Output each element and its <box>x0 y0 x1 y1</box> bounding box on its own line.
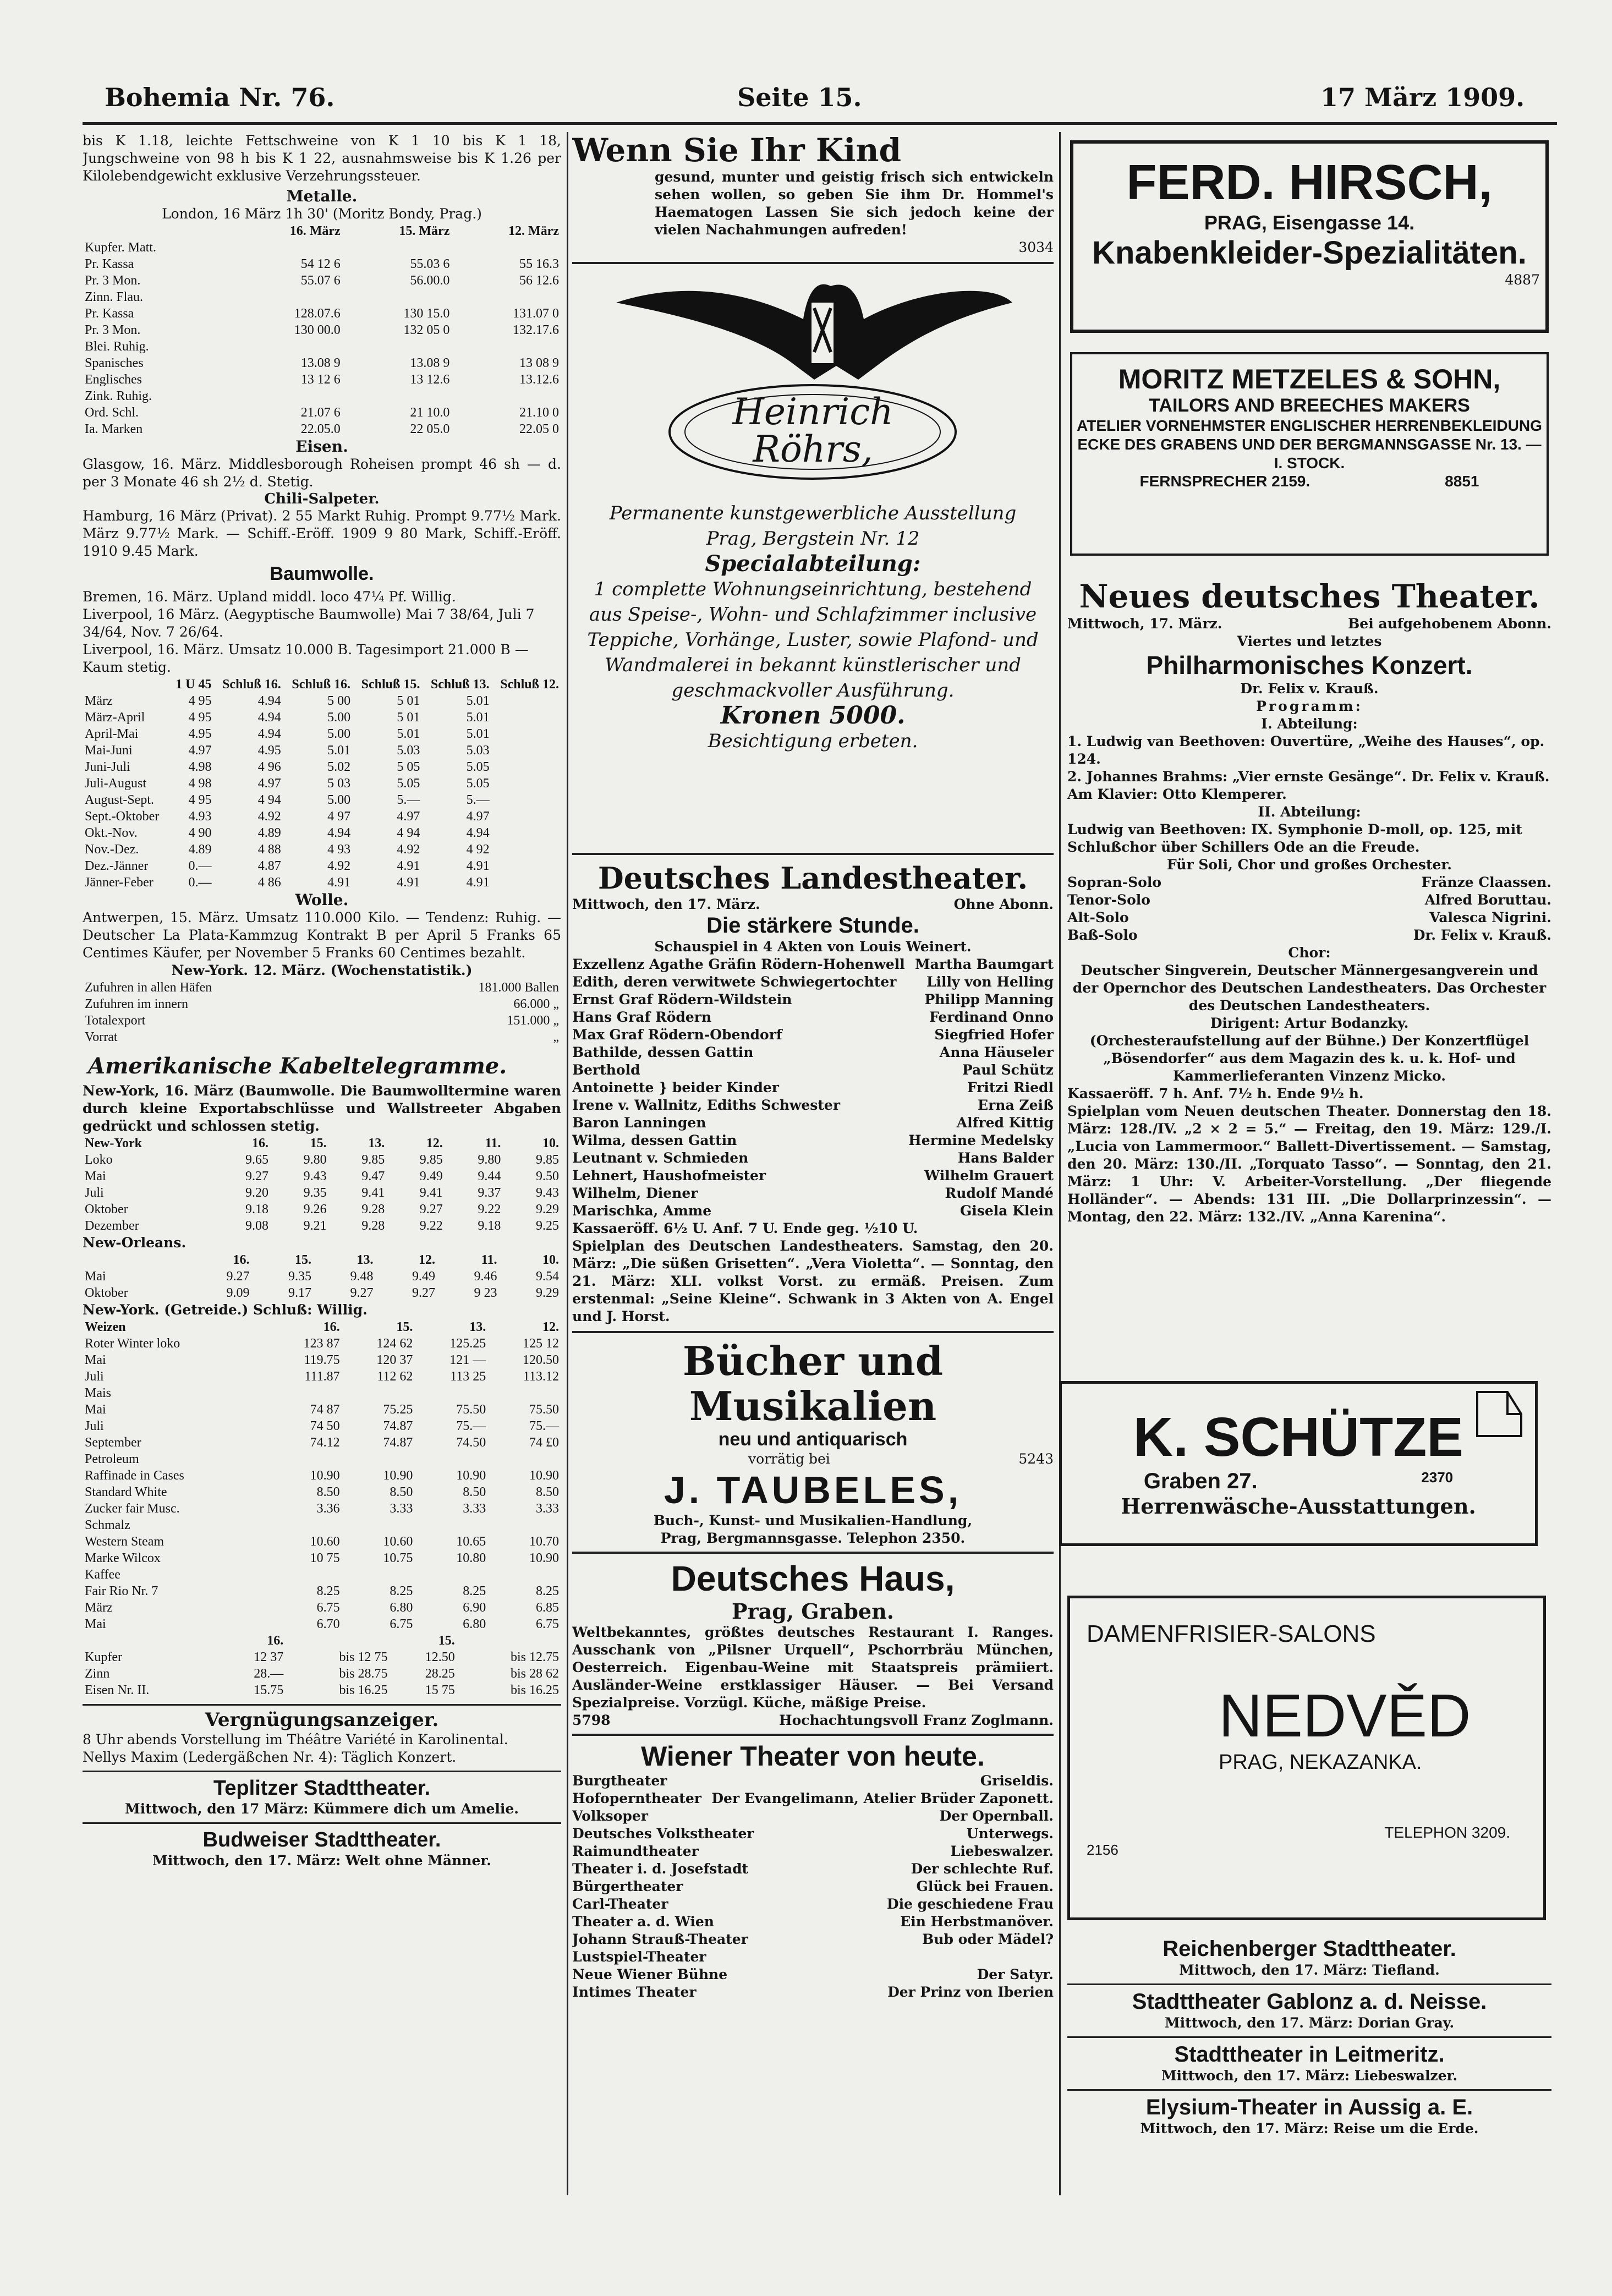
list-item: Sopran-Solo Fränze Claassen. <box>1067 874 1551 890</box>
cast-row: Edith, deren verwitwete Schwiegertochter Lilly von Helling <box>572 974 1054 990</box>
table-row: August-Sept. 4 95 4 94 5.00 5.— 5.— <box>85 793 490 807</box>
list-item: Baß-Solo Dr. Felix v. Krauß. <box>1067 927 1551 943</box>
table-row: Kaffee <box>85 1568 120 1582</box>
cast-row: Marischka, Amme Gisela Klein <box>572 1203 1054 1219</box>
column-divider <box>567 132 568 2195</box>
list-item: Burgtheater Griseldis. <box>572 1773 1054 1789</box>
table-row: Dez.-Jänner 0.— 4.87 4.92 4.91 4.91 <box>85 859 490 873</box>
section-title: Baumwolle. <box>270 563 374 584</box>
ad-title: Bücher und Musikalien <box>682 1338 944 1429</box>
table-row: Ord. Schl. 21.07 6 21 10.0 21.10 0 <box>85 406 559 420</box>
regional-theaters: Reichenberger Stadttheater. Mittwoch, den 17. März: Tiefland. Stadttheater Gablonz a. d. Neisse. Mittwoch, den 17. März: Dorian Gray. Stadttheater in Leitmeritz. Mittwoch, den 17. März: Liebeswalzer. Elysium-Theater in Aussig a. E. Mittwoch, den 17. März: Reise um die Erde. <box>1067 1937 1551 2195</box>
list-item: Deutsches Volkstheater Unterwegs. <box>572 1826 1054 1842</box>
section-title: Chili-Salpeter. <box>264 491 380 507</box>
table-row: Zinn 28.— bis 28.75 28.25 bis 28 62 <box>85 1667 559 1681</box>
table-row: März 6.75 6.80 6.90 6.85 <box>85 1601 559 1615</box>
table-row: Kupfer 12 37 bis 12 75 12.50 bis 12.75 <box>85 1650 559 1664</box>
cast-row: Wilhelm, Diener Rudolf Mandé <box>572 1185 1054 1201</box>
table-row: Mai 74 87 75.25 75.50 75.50 <box>85 1402 559 1417</box>
table-row: Kupfer. Matt. <box>85 240 156 255</box>
vienna-theater-list <box>572 1772 1054 2001</box>
table-row: Mai 119.75 120 37 121 — 120.50 <box>85 1353 559 1367</box>
section-title: Metalle. <box>286 187 358 205</box>
theater-title: Budweiser Stadttheater. <box>202 1828 441 1851</box>
theater-title: Elysium-Theater in Aussig a. E. <box>1145 2095 1473 2119</box>
list-item: Lustspiel-Theater <box>572 1949 706 1965</box>
ad-title: Deutsches Haus, <box>671 1559 955 1598</box>
list-item: Bürgertheater Glück bei Frauen. <box>572 1878 1054 1894</box>
ad-subtitle: Prag, Graben. <box>732 1599 894 1624</box>
table-row: Pr. 3 Mon. 55.07 6 56.00.0 56 12.6 <box>85 273 559 288</box>
table-row: Juli 74 50 74.87 75.— 75.— <box>85 1419 559 1433</box>
table-row: Pr. 3 Mon. 130 00.0 132 05 0 132.17.6 <box>85 323 559 337</box>
liverpool-report: Liverpool, 16. März. Umsatz 10.000 B. Tagesimport 21.000 B — Kaum stetig. <box>83 642 529 675</box>
ad-subtitle: neu und antiquarisch <box>718 1429 908 1450</box>
london-metals-table: 16. März 15. März 12. März Kupfer. Matt. Pr. Kassa 54 12 6 55.03 6 55 16.3 Pr. 3 Mon. 55.07 6 56.00.0 56 12.6 Zinn. Flau. Pr. Kassa 128.07.6 130 15.0 131.07 0 Pr. 3 Mon. 130 00.0 132 05 0 132.17.6 Blei. Ruhig. Spanisches 13.08 9 13.08 9 13 08 9 Englisches 13 12 6 13 12.6 13.12.6 Zink. Ruhig. Ord. Schl. 21.07 6 21 10.0 21.10 0 Ia. Marken 22.05.0 22 05.0 22.05 0 <box>83 223 561 437</box>
table-row: Mai 9.27 9.43 9.47 9.49 9.44 9.50 <box>85 1169 559 1183</box>
newyork-stat-title: New-York. 12. März. (Wochenstatistik.) <box>171 962 473 978</box>
cast-row: Leutnant v. Schmieden Hans Balder <box>572 1150 1054 1166</box>
section-title: Eisen. <box>295 437 348 456</box>
play-title: Die stärkere Stunde. <box>706 913 919 938</box>
vergn-text: 8 Uhr abends Vorstellung im Théâtre Variété in Karolinental. <box>83 1731 508 1747</box>
table-row: Juli-August 4 98 4.97 5 03 5.05 5.05 <box>85 776 490 791</box>
play-subtitle: Schauspiel in 4 Akten von Louis Weinert. <box>654 939 972 955</box>
theater-program: Mittwoch, den 17. März: Welt ohne Männer. <box>152 1853 491 1868</box>
column-ads: Wenn Sie Ihr Kind gesund, munter und geistig frisch sich entwickeln sehen wollen, so geben Sie ihm Dr. Hommel's Haematogen Lassen Sie sich jedoch keine der vielen Nachahmungen aufreden! 3034 Heinrich Röhrs, Permanente kunstgewerbliche Ausstellung Prag, Bergstein Nr. 12 Specialabteilung: 1 complette Wohnungseinrichtung, bestehend aus Speise-, Wohn- und Schlafzimmer inclusive Teppiche, Vorhänge, Luster, sowie Plafond- und Wandmalerei in bekannt künstlerischer und geschmackvoller Ausführung. Kronen 5000. Besichtigung erbeten. Deutsches Landestheater. Mittwoch, den 17. März. Ohne Abonn. Die stärkere Stunde. Schauspiel in 4 Akten von Louis Weinert. Exzellenz Agathe Gräfin Rödern-Hohenwell Martha Baumgart Edith, deren verwitwete Schwiegertochter Lilly von Helling Ernst Graf Rödern-Wildstein Philipp Manning Hans Graf Rödern Ferdinand Onno Max Graf Rödern-Obendorf Siegfried Hofer Bathilde, dessen Gattin Anna Häuseler Berthold Paul Schütz Antoinette } beider Kinder Fritzi Riedl Irene v. Wallnitz, Ediths Schwester Erna Zeiß Baron Lanningen Alfred Kittig Wilma, dessen Gattin Hermine Medelsky Leutnant v. Schmieden Hans Balder Lehnert, Haushofmeister Wilhelm Grauert Wilhelm, Diener Rudolf Mandé Marischka, Amme Gisela Klein Kassaeröff. 6½ U. Anf. 7 U. Ende geg. ½10 U. Spielplan des Deutschen Landestheaters. Samstag, den 20. März: „Die süßen Grisetten“. „Vera Violetta“. — Sonntag, den 21. März: XLI. volkst Vorst. zu ermäß. Preisen. Zum erstenmal: „Seine Kleine“. Schwank in 3 Akten von A. Engel und J. Horst. Bücher und Musikalien neu und antiquarisch vorrätig bei 5243 J. TAUBELES, Buch-, Kunst- und Musikalien-Handlung, Prag, Bergmannsgasse. Telephon 2350. Deutsches Haus, Prag, Graben. Weltbekanntes, größtes deutsches Restaurant I. Ranges. Ausschank von „Pilsner Urquell“, Pschorrbräu München, Oesterreich. Eigenbau-Weine mit Staatspreis prämiiert. Ausländer-Weine erstklassiger Häuser. — Bei Versand Spezialpreise. Vorzügl. Küche, mäßige Preise. 5798 Hochachtungsvoll Franz Zoglmann. Wiener Theater von heute. Burgtheater Griseldis. Hofoperntheater Der Evangelimann, Atelier Brüder Zaponett. Volksoper Der Opernball. Deutsches Volkstheater Unterwegs. Raimundtheater Liebeswalzer. Theater i. d. Josefstadt Der schlechte Ruf. Bürgertheater Glück bei Frauen. Carl-Theater Die geschiedene Frau Theater a. d. Wien Ein Herbstmanöver. Johann Strauß-Theater Bub oder Mädel? Lustspiel-Theater Neue Wiener Bühne Der Satyr. Intimes Theater Der Prinz von Iberien <box>572 132 1054 2000</box>
table-row: Blei. Ruhig. <box>85 339 149 354</box>
cast-row: Bathilde, dessen Gattin Anna Häuseler <box>572 1044 1054 1060</box>
cast-row: Ernst Graf Rödern-Wildstein Philipp Manning <box>572 991 1054 1007</box>
cast-row: Irene v. Wallnitz, Ediths Schwester Erna Zeiß <box>572 1097 1054 1113</box>
list-item: Theater a. d. Wien Ein Herbstmanöver. <box>572 1914 1054 1930</box>
table-row: Spanisches 13.08 9 13.08 9 13 08 9 <box>85 356 559 370</box>
table-row: Standard White 8.50 8.50 8.50 8.50 <box>85 1485 559 1499</box>
column-markets <box>83 132 561 2195</box>
table-row: Vorrat „ <box>85 1030 559 1044</box>
table-row: Dezember 9.08 9.21 9.28 9.22 9.18 9.25 <box>85 1219 559 1233</box>
list-item: Theater i. d. Josefstadt Der schlechte Ruf. <box>572 1861 1054 1877</box>
table-row: Marke Wilcox 10 75 10.75 10.80 10.90 <box>85 1551 559 1565</box>
table-row: Juli 9.20 9.35 9.41 9.41 9.37 9.43 <box>85 1186 559 1200</box>
bremen-report: Bremen, 16. März. Upland middl. loco 47¼ Pf. Willig. <box>83 589 456 605</box>
table-row: Ia. Marken 22.05.0 22 05.0 22.05 0 <box>85 422 559 436</box>
table-row: Eisen Nr. II. 15.75 bis 16.25 15 75 bis 16.25 <box>85 1683 559 1697</box>
table-row: Oktober 9.18 9.26 9.28 9.27 9.22 9.29 <box>85 1202 559 1217</box>
theater-program: Mittwoch, den 17 März: Kümmere dich um Amelie. <box>125 1801 519 1817</box>
table-row: Western Steam 10.60 10.60 10.65 10.70 <box>85 1535 559 1549</box>
liverpool-report: Liverpool, 16 März. (Aegyptische Baumwolle) Mai 7 38/64, Juli 7 34/64, Nov. 7 26/64. <box>83 606 535 640</box>
newyork-stat-table <box>83 979 561 1045</box>
cast-row: Baron Lanningen Alfred Kittig <box>572 1115 1054 1131</box>
taubeles-addr: Prag, Bergmannsgasse. Telephon 2350. <box>660 1530 966 1546</box>
grain-title: New-York. (Getreide.) Schluß: Willig. <box>83 1302 368 1318</box>
section-title: Wolle. <box>295 891 349 909</box>
cast-row: Hans Graf Rödern Ferdinand Onno <box>572 1009 1054 1025</box>
ad-text: Weltbekanntes, größtes deutsches Restaurant I. Ranges. Ausschank von „Pilsner Urquell“, Pschorrbräu München, Oesterreich. Eigenbau-Weine mit Staatspreis prämiiert. Ausländer-Weine erstklassiger Häuser. — Bei Versand Spezialpreise. Vorzügl. Küche, mäßige Preise. <box>572 1624 1054 1711</box>
neworleans-table: 16. 15. 13. 12. 11. 10. Mai 9.27 9.35 9.48 9.49 9.46 9.54 Oktober 9.09 9.17 9.27 9.27 9 23 9.29 <box>83 1252 561 1301</box>
theater-title: Deutsches Landestheater. <box>597 861 1028 896</box>
cast-row: Lehnert, Haushofmeister Wilhelm Grauert <box>572 1168 1054 1183</box>
schuetze-ad: K. SCHÜTZE Graben 27. 2370 Herrenwäsche-Ausstattungen. <box>1059 1381 1538 1546</box>
hirsch-ad: FERD. HIRSCH, PRAG, Eisengasse 14. Knabenkleider-Spezialitäten. 4887 <box>1070 140 1549 333</box>
cast-row: Berthold Paul Schütz <box>572 1062 1054 1078</box>
list-item: Carl-Theater Die geschiedene Frau <box>572 1896 1054 1912</box>
taubeles-sub: Buch-, Kunst- und Musikalien-Handlung, <box>653 1513 973 1528</box>
table-row: Jänner-Feber 0.— 4 86 4.91 4.91 4.91 <box>85 875 490 890</box>
folded-corner-icon <box>1474 1389 1524 1439</box>
table-row: Zufuhren im innern 66.000 „ <box>85 997 559 1011</box>
table-row: Mais <box>85 1386 111 1400</box>
table-row: Zinn. Flau. <box>85 290 143 304</box>
section-title: Wiener Theater von heute. <box>641 1741 985 1772</box>
roehrs-text: Permanente kunstgewerbliche Ausstellung Prag, Bergstein Nr. 12 Specialabteilung: 1 complette Wohnungseinrichtung, bestehend aus Speise-, Wohn- und Schlafzimmer inclusive Teppiche, Vorhänge, Luster, sowie Plafond- und Wandmalerei in bekannt künstlerischer und geschmackvoller Ausführung. Kronen 5000. Besichtigung erbeten. <box>587 502 1039 752</box>
concert-title: Philharmonisches Konzert. <box>1146 651 1473 680</box>
london-report: London, 16 März 1h 30' (Moritz Bondy, Prag.) <box>162 206 482 222</box>
table-row: Nov.-Dez. 4.89 4 88 4 93 4.92 4 92 <box>85 842 490 857</box>
metal-range-table: 16. 15. Kupfer 12 37 bis 12 75 12.50 bis 12.75 Zinn 28.— bis 28.75 28.25 bis 28 62 Eisen Nr. II. 15.75 bis 16.25 15 75 bis 16.25 <box>83 1632 561 1698</box>
table-row: Englisches 13 12 6 13 12.6 13.12.6 <box>85 372 559 387</box>
kabel-intro: New-York, 16. März (Baumwolle. Die Baumwolltermine waren durch kleine Exportabschlüsse und Wallstreeter Abgaben gedrückt und schlossen stetig. <box>83 1083 561 1134</box>
table-row: Zink. Ruhig. <box>85 389 152 403</box>
ad-code: 3034 <box>1018 239 1054 255</box>
page-number: Seite 15. <box>737 83 862 112</box>
list-item: Tenor-Solo Alfred Boruttau. <box>1067 892 1551 908</box>
theater-title: Stadttheater Gablonz a. d. Neisse. <box>1132 1990 1487 2014</box>
list-item: Intimes Theater Der Prinz von Iberien <box>572 1984 1054 2000</box>
roehrs-name: Heinrich Röhrs, <box>732 391 893 470</box>
table-row: Roter Winter loko 123 87 124 62 125.25 125 12 <box>85 1336 559 1351</box>
table-row: September 74.12 74.87 74.50 74 £0 <box>85 1435 559 1450</box>
table-row: Okt.-Nov. 4 90 4.89 4.94 4 94 4.94 <box>85 826 490 840</box>
taubeles-name: J. TAUBELES, <box>664 1468 962 1511</box>
cotton-futures-table: 1 U 45 Schluß 16. Schluß 16. Schluß 15. Schluß 13. Schluß 12. März 4 95 4.94 5 00 5 01 5.01 März-April 4 95 4.94 5.00 5 01 5.01 April-Mai 4.95 4.94 5.00 5.01 5.01 Mai-Juni 4.97 4.95 5.01 5.03 5.03 Juni-Juli 4.98 4 96 5.02 5 05 5.05 Juli-August 4 98 4.97 5 03 5.05 5.05 August-Sept. 4 95 4 94 5.00 5.— 5.— Sept.-Oktober 4.93 4.92 4 97 4.97 4.97 Okt.-Nov. 4 90 4.89 4.94 4 94 4.94 Nov.-Dez. 4.89 4 88 4 93 4.92 4 92 Dez.-Jänner 0.— 4.87 4.92 4.91 4.91 Jänner-Feber 0.— 4 86 4.91 4.91 4.91 <box>83 676 561 891</box>
cast-list <box>572 956 1054 1220</box>
table-row: Schmalz <box>85 1518 130 1532</box>
table-row: Mai-Juni 4.97 4.95 5.01 5.03 5.03 <box>85 743 490 758</box>
cast-row: Wilma, dessen Gattin Hermine Medelsky <box>572 1132 1054 1148</box>
soloist-list <box>1067 874 1551 944</box>
glasgow-report: Glasgow, 16. März. Middlesborough Roheisen prompt 46 sh — d. per 3 Monate 46 sh 2½ d. Stetig. <box>83 456 561 490</box>
theater-title: Stadttheater in Leitmeritz. <box>1174 2042 1445 2067</box>
table-row: Pr. Kassa 54 12 6 55.03 6 55 16.3 <box>85 257 559 271</box>
grain-table: Weizen 16. 15. 13. 12. Roter Winter loko 123 87 124 62 125.25 125 12 Mai 119.75 120 37 121 — 120.50 Juli 111.87 112 62 113 25 113.12 Mais Mai 74 87 75.25 75.50 75.50 Juli 74 50 74.87 75.— 75.— September 74.12 74.87 74.50 74 £0 Petroleum Raffinade in Cases 10.90 10.90 10.90 10.90 Standard White 8.50 8.50 8.50 8.50 Zucker fair Musc. 3.36 3.33 3.33 3.33 Schmalz Western Steam 10.60 10.60 10.65 10.70 Marke Wilcox 10 75 10.75 10.80 10.90 Kaffee Fair Rio Nr. 7 8.25 8.25 8.25 8.25 März 6.75 6.80 6.90 6.85 Mai 6.70 6.75 6.80 6.75 <box>83 1319 561 1632</box>
vergn-text: Nellys Maxim (Ledergäßchen Nr. 4): Täglich Konzert. <box>83 1749 457 1765</box>
table-row: Loko 9.65 9.80 9.85 9.85 9.80 9.85 <box>85 1153 559 1167</box>
theater-title: Neues deutsches Theater. <box>1079 578 1540 615</box>
issue-label: Bohemia Nr. 76. <box>105 83 335 112</box>
theater-times: Kassaeröff. 6½ U. Anf. 7 U. Ende geg. ½10 U. <box>572 1220 918 1236</box>
table-row: März 4 95 4.94 5 00 5 01 5.01 <box>85 694 490 708</box>
theater-schedule: Spielplan des Deutschen Landestheaters. Samstag, den 20. März: „Die süßen Grisetten“. „Vera Violetta“. — Sonntag, den 21. März: XLI. volkst Vorst. zu ermäß. Preisen. Zum erstenmal: „Seine Kleine“. Schwank in 3 Akten von A. Engel und J. Horst. <box>572 1238 1054 1324</box>
nedved-ad: DAMENFRISIER-SALONS NEDVĚD PRAG, NEKAZANKA. TELEPHON 3209. 2156 <box>1067 1596 1546 1920</box>
table-row: Petroleum <box>85 1452 139 1466</box>
list-item: Hofoperntheater Der Evangelimann, Atelier Brüder Zaponett. <box>572 1790 1054 1806</box>
ny-cotton-table: New-York 16. 15. 13. 12. 11. 10. Loko 9.65 9.80 9.85 9.85 9.80 9.85 Mai 9.27 9.43 9.47 9.49 9.44 9.50 Juli 9.20 9.35 9.41 9.41 9.37 9.43 Oktober 9.18 9.26 9.28 9.27 9.22 9.29 Dezember 9.08 9.21 9.28 9.22 9.18 9.25 <box>83 1135 561 1234</box>
neworleans-title: New-Orleans. <box>83 1235 187 1251</box>
table-row: Mai 9.27 9.35 9.48 9.49 9.46 9.54 <box>85 1269 559 1284</box>
ad-text: gesund, munter und geistig frisch sich entwickeln sehen wollen, so geben Sie ihm Dr. Hommel's Haematogen Lassen Sie sich jedoch keine der vielen Nachahmungen aufreden! <box>655 169 1054 238</box>
table-row: Totalexport 151.000 „ <box>85 1013 559 1028</box>
ad-title: Wenn Sie Ihr Kind <box>572 132 902 169</box>
header-rule <box>83 122 1557 125</box>
column-divider <box>1059 132 1061 2195</box>
table-row: Raffinade in Cases 10.90 10.90 10.90 10.90 <box>85 1468 559 1483</box>
table-row: Zucker fair Musc. 3.36 3.33 3.33 3.33 <box>85 1502 559 1516</box>
list-item: Alt-Solo Valesca Nigrini. <box>1067 909 1551 925</box>
neues-theater-program: Neues deutsches Theater. Mittwoch, 17. März. Bei aufgehobenem Abonn. Viertes und letztes Philharmonisches Konzert. Dr. Felix v. Krauß. Programm: I. Abteilung: 1. Ludwig van Beethoven: Ouvertüre, „Weihe des Hauses“, op. 124. 2. Johannes Brahms: „Vier ernste Gesänge“. Dr. Felix v. Krauß. Am Klavier: Otto Klemperer. II. Abteilung: Ludwig van Beethoven: IX. Symphonie D-moll, op. 125, mit Schlußchor über Schillers Ode an die Freude. Für Soli, Chor und großes Orchester. Sopran-Solo Fränze Claassen. Tenor-Solo Alfred Boruttau. Alt-Solo Valesca Nigrini. Baß-Solo Dr. Felix v. Krauß. Chor: Deutscher Singverein, Deutscher Männergesangverein und der Opernchor des Deutschen Landestheaters. Das Orchester des Deutschen Landestheaters. Dirigent: Artur Bodanzky. (Orchesteraufstellung auf der Bühne.) Der Konzertflügel „Bösendorfer“ aus dem Magazin des k. u. k. Hof- und Kammerlieferanten Vinzenz Micko. Kassaeröff. 7 h. Anf. 7½ h. Ende 9½ h. Spielplan vom Neuen deutschen Theater. Donnerstag den 18. März: 128./IV. „2 × 2 = 5.“ — Freitag, den 19. März: 129./I. „Lucia von Lammermoor.“ Ballett-Divertissement. — Samstag, den 20. März: 130./II. „Torquato Tasso“. — Sonntag, den 21. März: 1 Uhr: V. Arbeiter-Vorstellung. „Der fliegende Holländer“. — Abends: 131 III. „Die Dollarprinzessin“. — Montag, den 22. März: 132./IV. „Anna Karenina“. <box>1067 578 1551 1225</box>
section-title: Amerikanische Kabeltelegramme. <box>88 1053 507 1079</box>
list-item: Volksoper Der Opernball. <box>572 1808 1054 1824</box>
antwerpen-report: Antwerpen, 15. März. Umsatz 110.000 Kilo. — Tendenz: Ruhig. — Deutscher La Plata-Kammzug Kontrakt B per April 5 Franks 65 Centimes Käufer, per November 5 Franks 60 Centimes bezahlt. <box>83 909 561 961</box>
list-item: Raimundtheater Liebeswalzer. <box>572 1843 1054 1859</box>
theater-title: Teplitzer Stadttheater. <box>213 1777 431 1800</box>
table-row: Oktober 9.09 9.17 9.27 9.27 9 23 9.29 <box>85 1286 559 1300</box>
theater-date: Mittwoch, den 17. März. Ohne Abonn. <box>572 896 1054 912</box>
hamburg-report: Hamburg, 16 März (Privat). 2 55 Markt Ruhig. Prompt 9.77½ Mark. März 9.77½ Mark. — Schiff.-Eröff. 1909 9 80 Mark, Schiff.-Eröff. 1910 9.45 Mark. <box>83 508 561 559</box>
table-row: April-Mai 4.95 4.94 5.00 5.01 5.01 <box>85 727 490 741</box>
table-row: Juli 111.87 112 62 113 25 113.12 <box>85 1369 559 1384</box>
table-row: Sept.-Oktober 4.93 4.92 4 97 4.97 4.97 <box>85 809 490 824</box>
table-row: Mai 6.70 6.75 6.80 6.75 <box>85 1617 559 1631</box>
cast-row: Antoinette } beider Kinder Fritzi Riedl <box>572 1079 1054 1095</box>
roehrs-ad <box>572 270 1054 847</box>
cast-row: Max Graf Rödern-Obendorf Siegfried Hofer <box>572 1027 1054 1043</box>
cattle-market-text: bis K 1.18, leichte Fettschweine von K 1 10 bis K 1 18, Jungschweine von 98 h bis K 1 22, ausnahmsweise bis K 1.26 per Kilolebendgewicht exklusive Verzehrungssteuer. <box>83 133 561 184</box>
list-item: Neue Wiener Bühne Der Satyr. <box>572 1966 1054 1982</box>
cast-row: Exzellenz Agathe Gräfin Rödern-Hohenwell Martha Baumgart <box>572 956 1054 972</box>
table-row: Pr. Kassa 128.07.6 130 15.0 131.07 0 <box>85 306 559 321</box>
table-row: Fair Rio Nr. 7 8.25 8.25 8.25 8.25 <box>85 1584 559 1598</box>
section-title: Vergnügungsanzeiger. <box>205 1709 439 1731</box>
table-row: Zufuhren in allen Häfen 181.000 Ballen <box>85 980 559 995</box>
table-row: Juni-Juli 4.98 4 96 5.02 5 05 5.05 <box>85 760 490 774</box>
list-item: Johann Strauß-Theater Bub oder Mädel? <box>572 1931 1054 1947</box>
table-row: März-April 4 95 4.94 5.00 5 01 5.01 <box>85 710 490 725</box>
theater-title: Reichenberger Stadttheater. <box>1163 1937 1456 1961</box>
issue-date: 17 März 1909. <box>1320 83 1525 112</box>
metzeles-ad: MORITZ METZELES & SOHN, TAILORS AND BREECHES MAKERS ATELIER VORNEHMSTER ENGLISCHER HERRENBEKLEIDUNG ECKE DES GRABENS UND DER BERGMANNSGASSE Nr. 13. — I. STOCK. FERNSPRECHER 2159. 8851 <box>1070 352 1549 556</box>
